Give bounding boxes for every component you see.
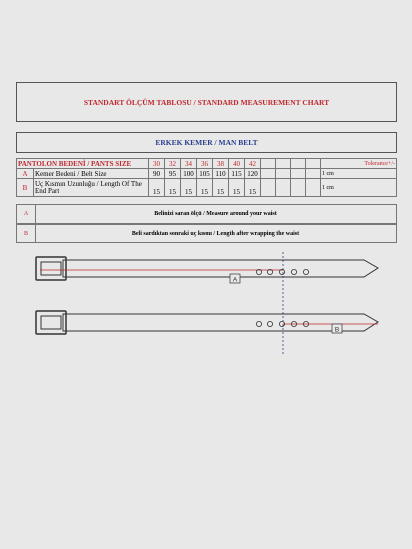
- note-text: Beli sardıktan sonraki uç kısmı / Length after wrapping the waist: [131, 230, 300, 237]
- note-row-b: [16, 224, 397, 243]
- empty-cell: [291, 179, 306, 197]
- row-label: Kemer Bedeni / Belt Size: [34, 169, 149, 179]
- empty-cell: [261, 159, 276, 169]
- value-cell: 115: [229, 169, 245, 179]
- chart-title-box: [16, 82, 397, 122]
- tolerance-cell: 1 cm: [321, 169, 397, 179]
- belt-strap: [63, 314, 378, 331]
- note-row-a: [16, 204, 397, 224]
- empty-cell: [306, 169, 321, 179]
- size-cell: 30: [149, 159, 165, 169]
- product-title-box: [16, 132, 397, 153]
- value-cell: 15: [245, 179, 261, 197]
- chart-title: STANDART ÖLÇÜM TABLOSU / STANDARD MEASUREMENT CHART: [83, 98, 330, 107]
- empty-cell: [276, 159, 291, 169]
- empty-cell: [291, 159, 306, 169]
- empty-cell: [261, 169, 276, 179]
- size-cell: 34: [181, 159, 197, 169]
- label-b: B: [334, 326, 340, 334]
- row-label: Uç Kısmın Uzunluğu / Length Of The End Part: [34, 179, 149, 197]
- table-header-row: [17, 159, 397, 169]
- value-cell: 95: [165, 169, 181, 179]
- belt-hole-icon: [256, 321, 261, 326]
- belt-a: [36, 257, 378, 284]
- size-cell: 36: [197, 159, 213, 169]
- belt-hole-icon: [291, 269, 296, 274]
- value-cell: 120: [245, 169, 261, 179]
- belt-diagram: [0, 250, 412, 360]
- value-cell: 15: [149, 179, 165, 197]
- value-cell: 15: [213, 179, 229, 197]
- value-cell: 15: [197, 179, 213, 197]
- tolerance-header: Tolerance+/-: [321, 159, 397, 169]
- note-text: Belinizi saran ölçü / Measure around your waist: [154, 211, 277, 217]
- value-cell: 100: [181, 169, 197, 179]
- value-cell: 15: [165, 179, 181, 197]
- size-cell: 40: [229, 159, 245, 169]
- value-cell: 110: [213, 169, 229, 179]
- empty-cell: [261, 179, 276, 197]
- value-cell: 15: [181, 179, 197, 197]
- note-code: A: [17, 205, 36, 223]
- empty-cell: [276, 179, 291, 197]
- table-row: [17, 179, 397, 197]
- belt-b: [36, 311, 378, 334]
- size-cell: 42: [245, 159, 261, 169]
- belt-hole-icon: [303, 269, 308, 274]
- belt-strap: [63, 260, 378, 277]
- label-a: A: [232, 276, 238, 284]
- value-cell: 90: [149, 169, 165, 179]
- empty-cell: [306, 159, 321, 169]
- note-code: B: [17, 225, 36, 242]
- empty-cell: [276, 169, 291, 179]
- pants-size-header: PANTOLON BEDENİ / PANTS SIZE: [17, 159, 149, 169]
- belt-hole-icon: [267, 321, 272, 326]
- size-cell: 38: [213, 159, 229, 169]
- tolerance-cell: 1 cm: [321, 179, 397, 197]
- row-code: B: [17, 179, 34, 197]
- empty-cell: [306, 179, 321, 197]
- product-title: ERKEK KEMER / MAN BELT: [155, 138, 258, 147]
- value-cell: 15: [229, 179, 245, 197]
- row-code: A: [17, 169, 34, 179]
- size-cell: 32: [165, 159, 181, 169]
- value-cell: 105: [197, 169, 213, 179]
- table-row: [17, 169, 397, 179]
- empty-cell: [291, 169, 306, 179]
- size-table: [16, 158, 397, 197]
